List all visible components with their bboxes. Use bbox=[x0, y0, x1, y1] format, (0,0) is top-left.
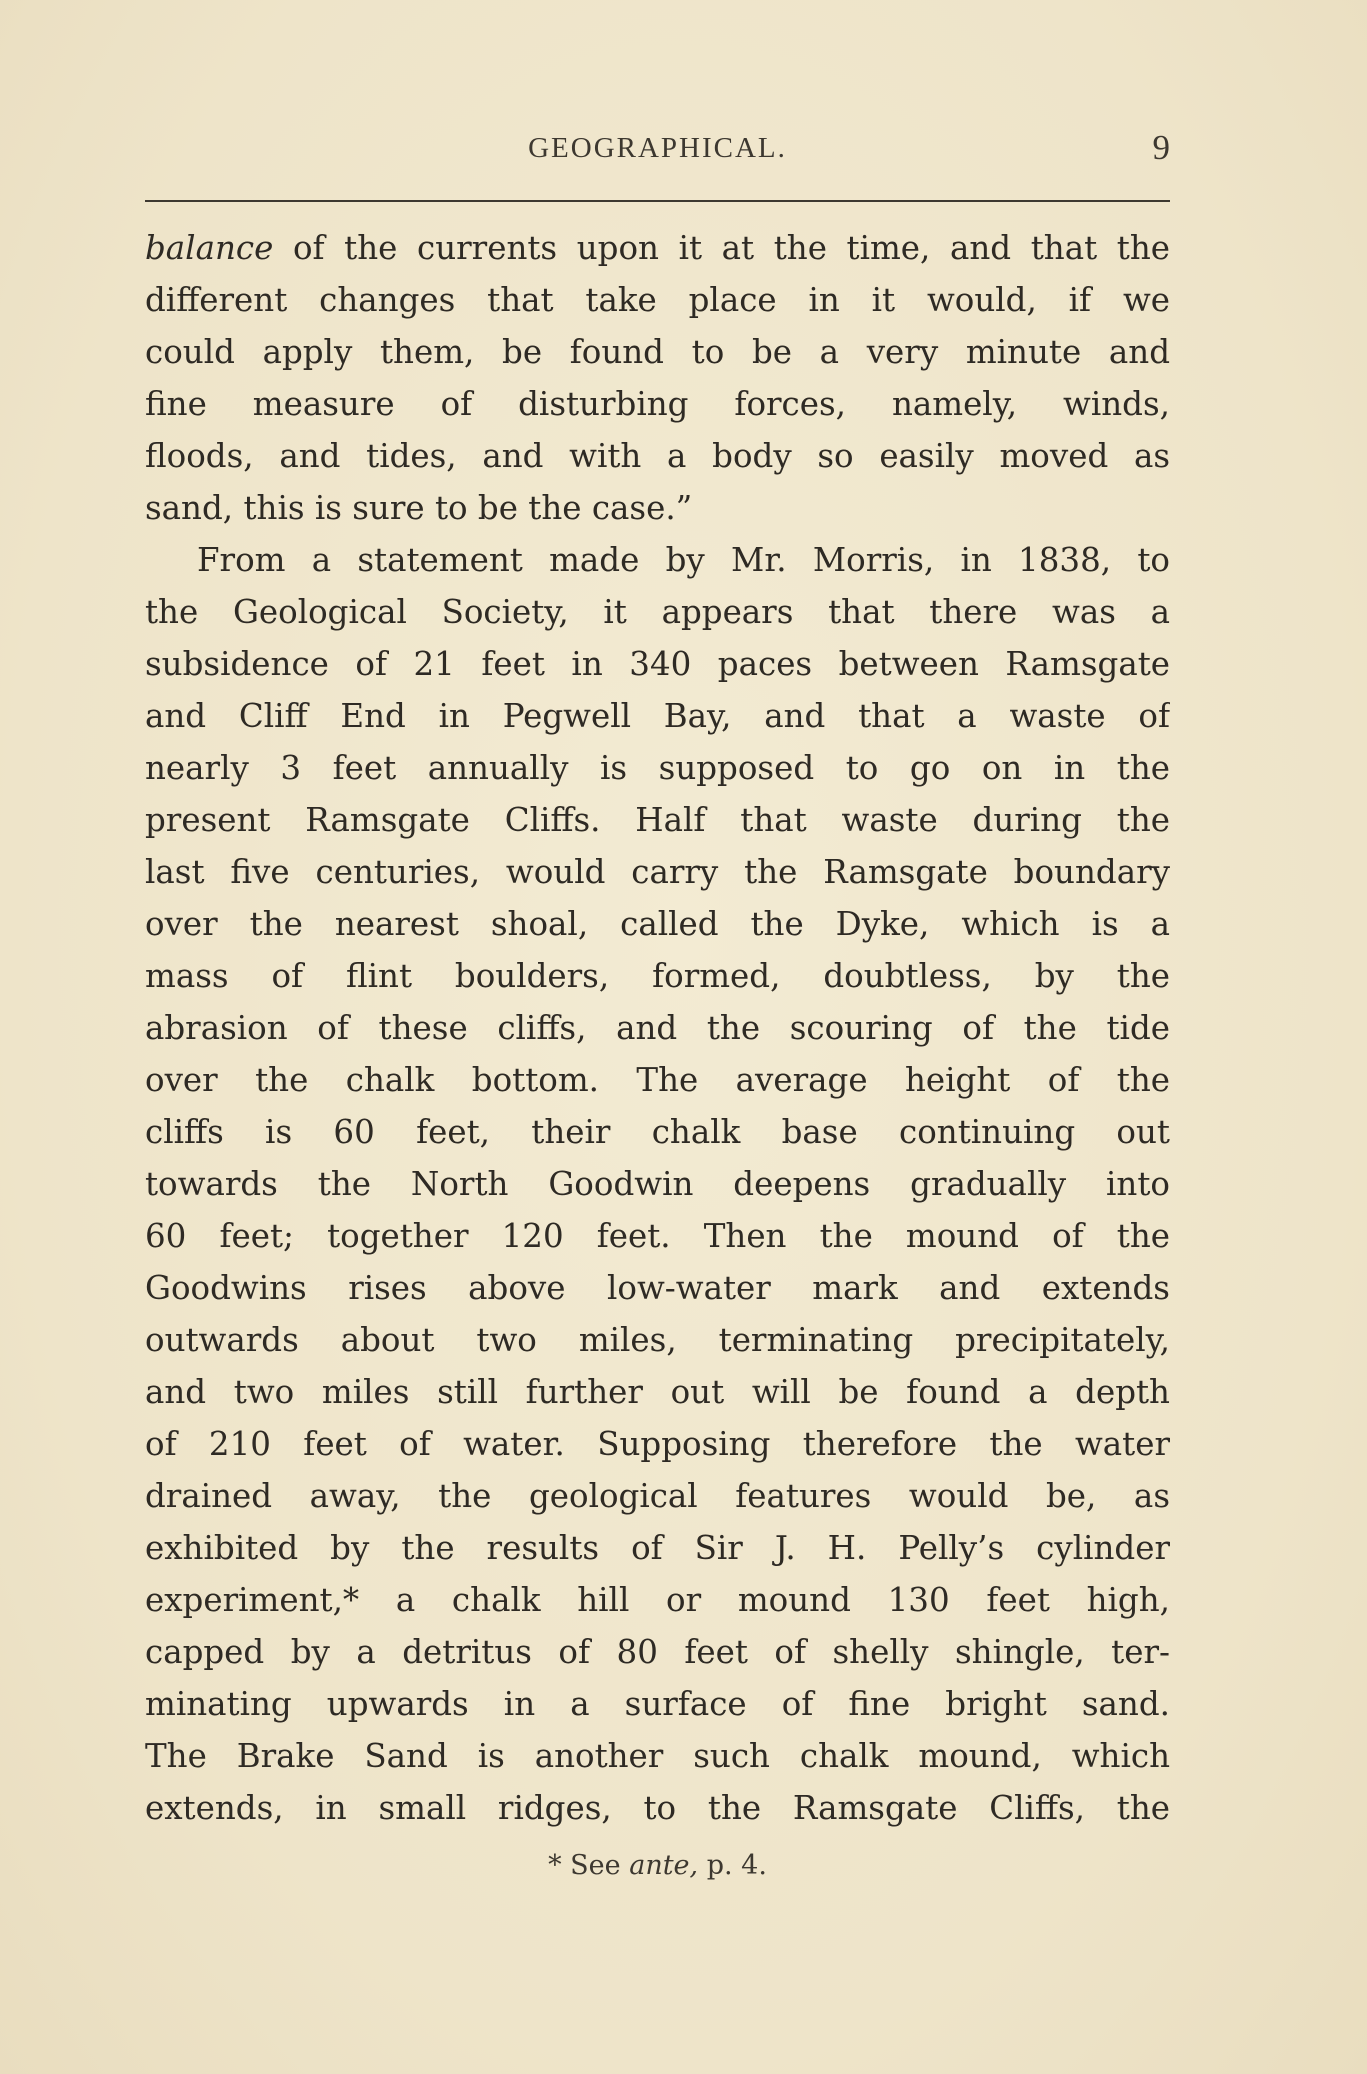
text-line: different changes that take place in it would, if we bbox=[145, 281, 1170, 319]
text-line: The Brake Sand is another such chalk mound, which bbox=[145, 1737, 1170, 1775]
text-line bbox=[145, 222, 1170, 274]
text-line: drained away, the geological features would be, as bbox=[145, 1477, 1170, 1515]
text-line: exhibited by the results of Sir J. H. Pelly’s cylinder bbox=[145, 1529, 1170, 1567]
text-line: and two miles still further out will be found a depth bbox=[145, 1373, 1170, 1411]
text-line: over the chalk bottom. The average height of the bbox=[145, 1061, 1170, 1099]
footnote-suffix: p. 4. bbox=[706, 1850, 767, 1881]
text-line: minating upwards in a surface of fine bright sand. bbox=[145, 1685, 1170, 1723]
text-line: the Geological Society, it appears that there was a bbox=[145, 593, 1170, 631]
text-line: nearly 3 feet annually is supposed to go on in the bbox=[145, 749, 1170, 787]
footnote-prefix: See bbox=[570, 1850, 621, 1881]
text-line: cliffs is 60 feet, their chalk base continuing out bbox=[145, 1113, 1170, 1151]
text-line: capped by a detritus of 80 feet of shelly shingle, ter- bbox=[145, 1633, 1170, 1671]
text-line: present Ramsgate Cliffs. Half that waste during the bbox=[145, 801, 1170, 839]
header-rule bbox=[145, 200, 1170, 202]
text-line: could apply them, be found to be a very minute and bbox=[145, 333, 1170, 371]
text-line: fine measure of disturbing forces, namely, winds, bbox=[145, 385, 1170, 423]
footnote-marker: * bbox=[548, 1850, 562, 1881]
text-line: mass of flint boulders, formed, doubtless, by the bbox=[145, 957, 1170, 995]
text-line: floods, and tides, and with a body so easily moved as bbox=[145, 437, 1170, 475]
text-line: outwards about two miles, terminating precipitately, bbox=[145, 1321, 1170, 1359]
text-line: sand, this is sure to be the case.” bbox=[145, 489, 693, 527]
text-line: 60 feet; together 120 feet. Then the mound of the bbox=[145, 1217, 1170, 1255]
text-line: and Cliff End in Pegwell Bay, and that a waste of bbox=[145, 697, 1170, 735]
running-head: GEOGRAPHICAL. bbox=[528, 132, 787, 164]
text-line: last five centuries, would carry the Ramsgate boundary bbox=[145, 853, 1170, 891]
text-line: experiment,* a chalk hill or mound 130 feet high, bbox=[145, 1581, 1170, 1619]
footnote bbox=[145, 1850, 1170, 1881]
text-line: of 210 feet of water. Supposing therefore the water bbox=[145, 1425, 1170, 1463]
text-line: From a statement made by Mr. Morris, in 1838, to bbox=[197, 541, 1170, 579]
body-text bbox=[145, 222, 1170, 1834]
text-line: subsidence of 21 feet in 340 paces between Ramsgate bbox=[145, 645, 1170, 683]
text-line: Goodwins rises above low-water mark and extends bbox=[145, 1269, 1170, 1307]
text-line: extends, in small ridges, to the Ramsgate Cliffs, the bbox=[145, 1789, 1170, 1827]
footnote-italic: ante, bbox=[629, 1850, 699, 1881]
page-number: 9 bbox=[1152, 128, 1170, 167]
text-line: over the nearest shoal, called the Dyke, which is a bbox=[145, 905, 1170, 943]
text-line: towards the North Goodwin deepens gradually into bbox=[145, 1165, 1170, 1203]
page-header bbox=[145, 128, 1170, 178]
italic-word: balance bbox=[145, 229, 274, 267]
text-line-rest: of the currents upon it at the time, and that the bbox=[292, 229, 1170, 267]
text-line: abrasion of these cliffs, and the scouring of the tide bbox=[145, 1009, 1170, 1047]
